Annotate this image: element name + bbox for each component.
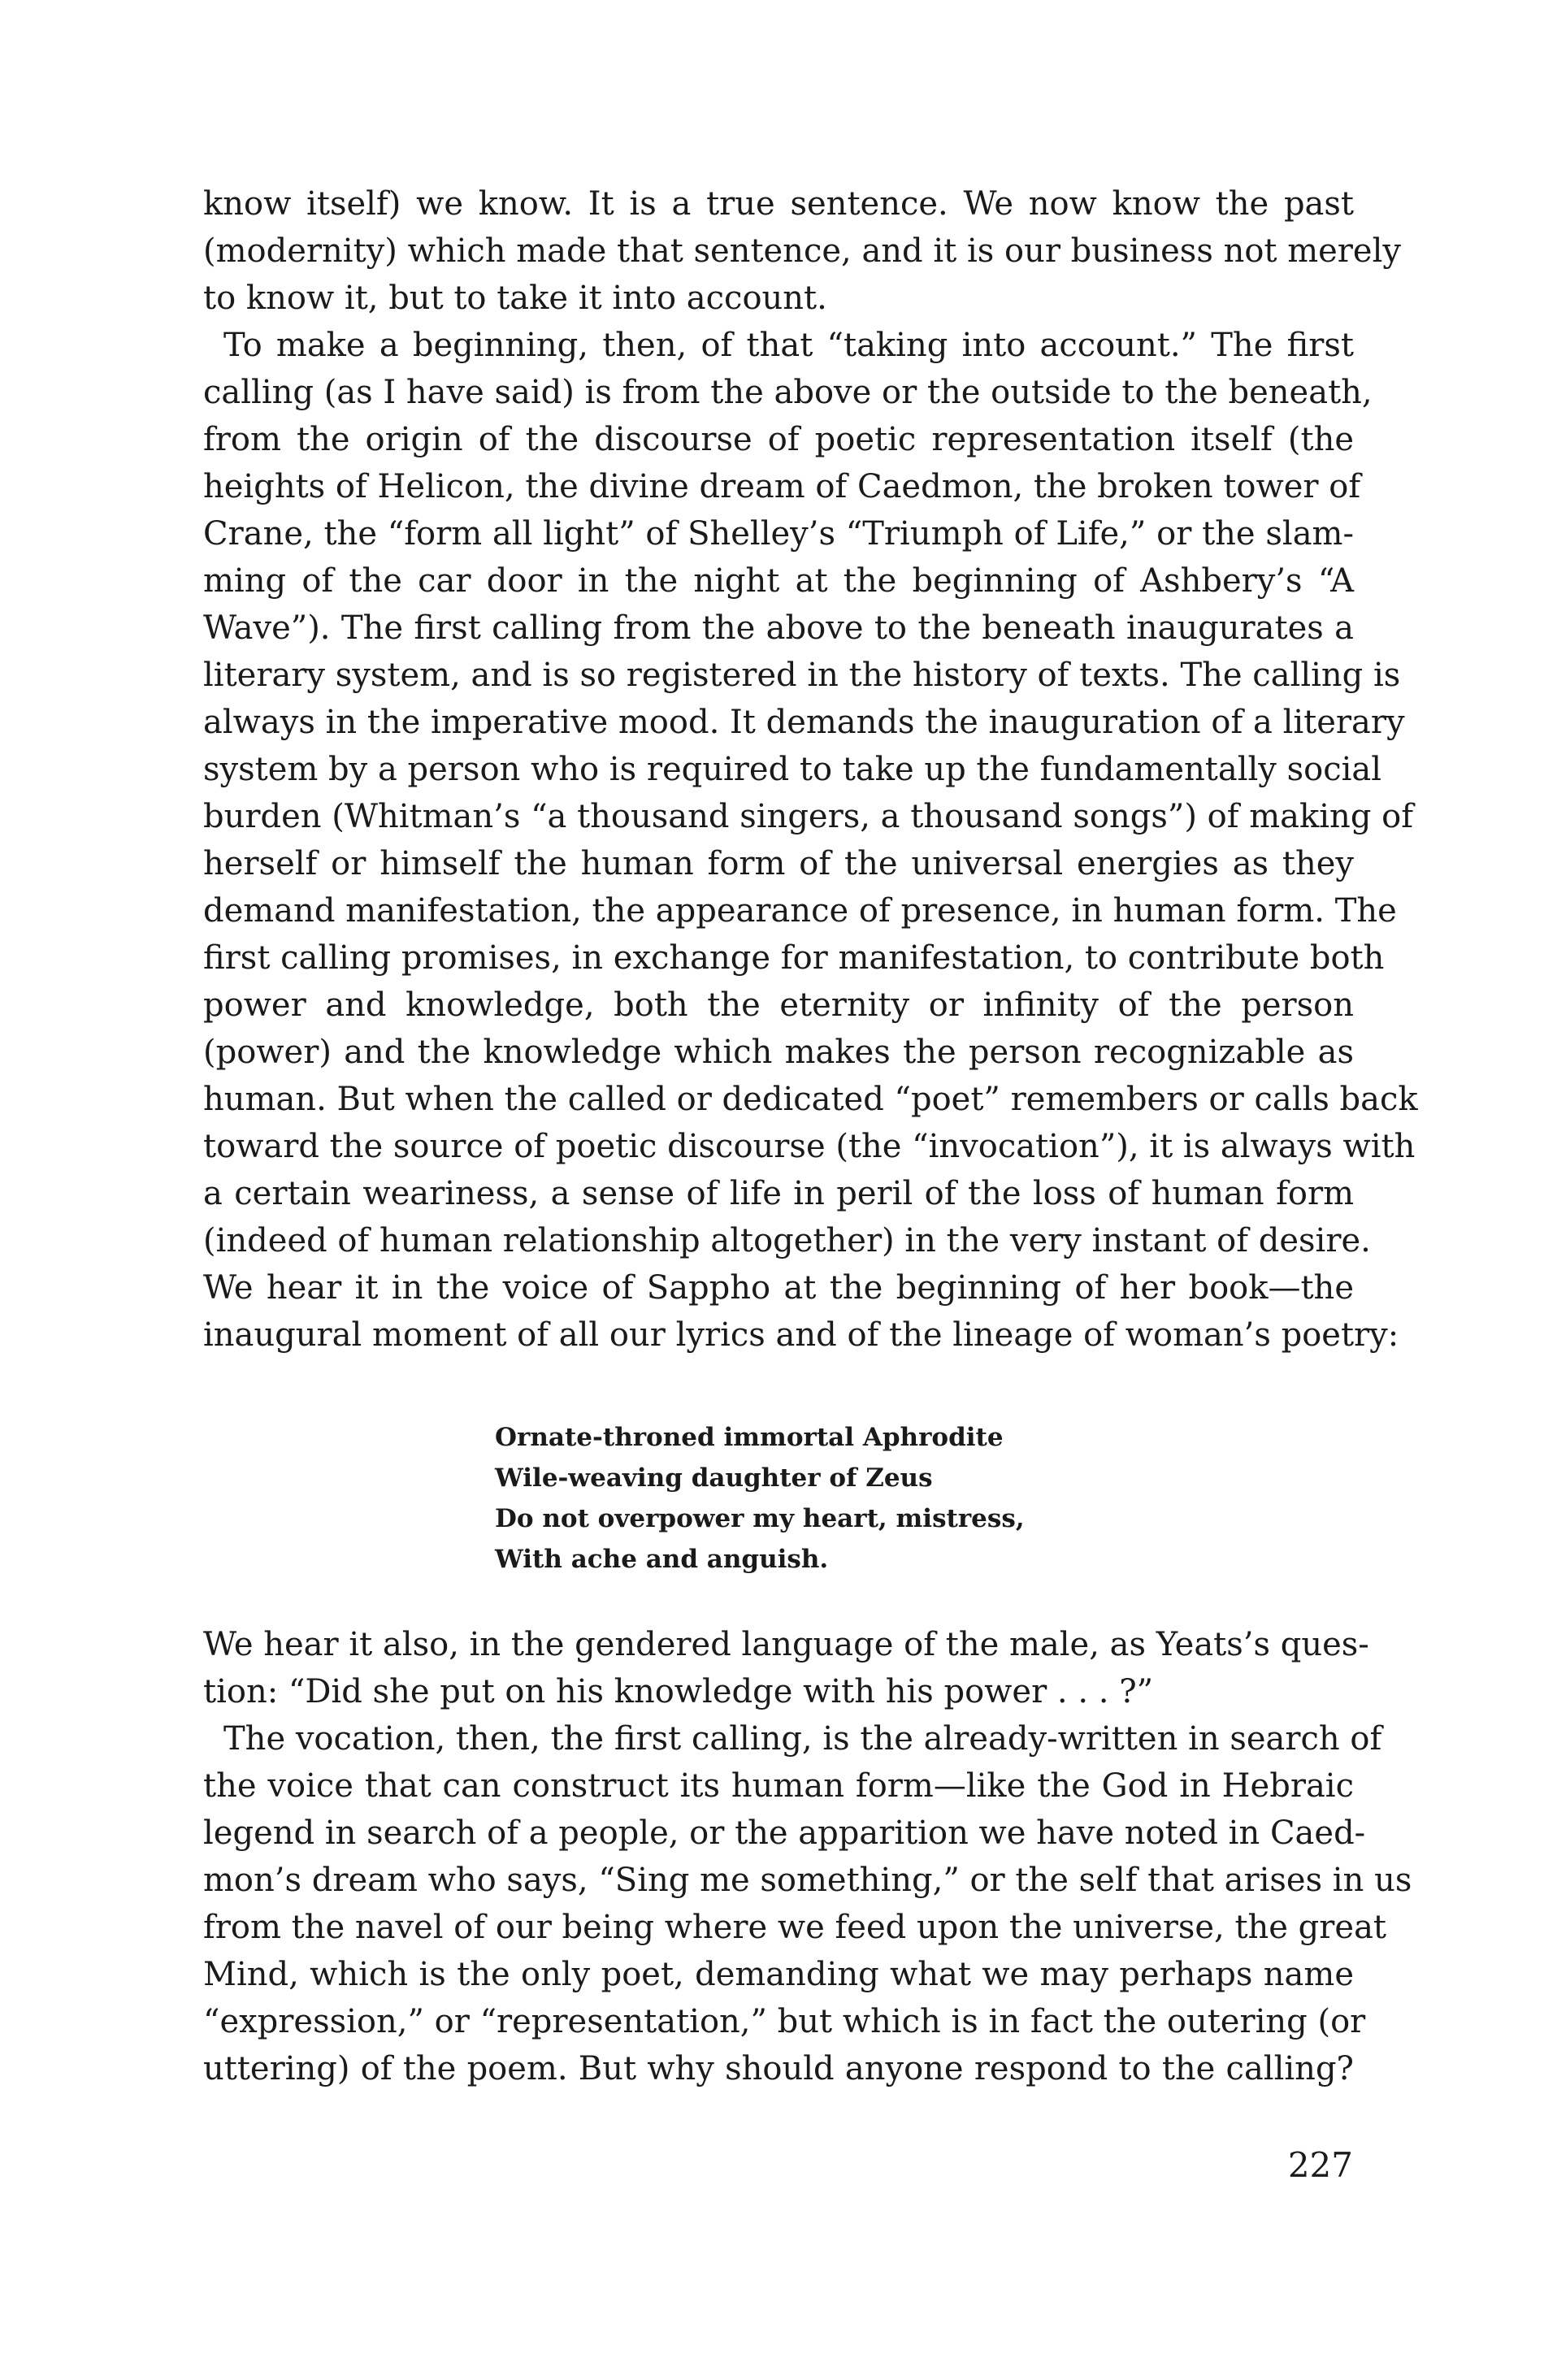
- text-line: (power) and the knowledge which makes the person recognizable as: [203, 1034, 1354, 1071]
- text-line: herself or himself the human form of the universal energies as they: [203, 845, 1354, 882]
- poem-line: Ornate-throned immortal Aphrodite: [495, 1423, 1004, 1452]
- text-line: calling (as I have said) is from the above or the outside to the beneath,: [203, 374, 1373, 411]
- text-line: power and knowledge, both the eternity or infinity of the person: [203, 986, 1354, 1024]
- poem-line: Wile-weaving daughter of Zeus: [495, 1463, 933, 1493]
- text-line: tion: “Did she put on his knowledge with his power . . . ?”: [203, 1673, 1154, 1710]
- text-line: know itself) we know. It is a true sentence. We now know the past: [203, 185, 1354, 223]
- text-line: “expression,” or “representation,” but which is in fact the outering (or: [203, 2003, 1366, 2040]
- text-line: Crane, the “form all light” of Shelley’s “Triumph of Life,” or the slam-: [203, 515, 1354, 553]
- page-number: 227: [1287, 2145, 1353, 2185]
- text-line: a certain weariness, a sense of life in peril of the loss of human form: [203, 1175, 1354, 1212]
- text-line: To make a beginning, then, of that “taking into account.” The first: [223, 327, 1354, 364]
- text-line: (modernity) which made that sentence, and it is our business not merely: [203, 232, 1401, 270]
- text-line: the voice that can construct its human form—like the God in Hebraic: [203, 1767, 1354, 1805]
- text-line: burden (Whitman’s “a thousand singers, a thousand songs”) of making of: [203, 798, 1414, 835]
- text-line: to know it, but to take it into account.: [203, 280, 827, 317]
- poem-line: Do not overpower my heart, mistress,: [495, 1504, 1025, 1533]
- body-text-top: [203, 180, 1418, 1359]
- body-text-bottom: [203, 1621, 1412, 2092]
- sappho-quotation: [495, 1417, 1025, 1580]
- text-line: human. But when the called or dedicated “poet” remembers or calls back: [203, 1081, 1418, 1118]
- poem-line: With ache and anguish.: [495, 1545, 829, 1574]
- text-line: first calling promises, in exchange for manifestation, to contribute both: [203, 939, 1385, 977]
- text-line: uttering) of the poem. But why should anyone respond to the calling?: [203, 2050, 1354, 2087]
- text-line: inaugural moment of all our lyrics and of the lineage of woman’s poetry:: [203, 1316, 1399, 1354]
- text-line: heights of Helicon, the divine dream of Caedmon, the broken tower of: [203, 468, 1361, 505]
- text-line: literary system, and is so registered in the history of texts. The calling is: [203, 657, 1401, 694]
- text-line: ming of the car door in the night at the beginning of Ashbery’s “A: [203, 562, 1354, 600]
- text-line: We hear it in the voice of Sappho at the beginning of her book—the: [203, 1269, 1354, 1307]
- text-line: from the navel of our being where we feed upon the universe, the great: [203, 1909, 1386, 1946]
- text-line: legend in search of a people, or the apparition we have noted in Caed-: [203, 1814, 1366, 1852]
- text-line: always in the imperative mood. It demands the inauguration of a literary: [203, 704, 1405, 741]
- text-line: The vocation, then, the first calling, is the already-written in search of: [223, 1720, 1382, 1758]
- text-line: toward the source of poetic discourse (the “invocation”), it is always with: [203, 1128, 1416, 1165]
- text-line: Mind, which is the only poet, demanding what we may perhaps name: [203, 1956, 1354, 1993]
- text-line: We hear it also, in the gendered language of the male, as Yeats’s ques-: [203, 1626, 1369, 1663]
- text-line: (indeed of human relationship altogether) in the very instant of desire.: [203, 1222, 1371, 1259]
- text-line: Wave”). The first calling from the above to the beneath inaugurates a: [203, 609, 1354, 647]
- text-line: mon’s dream who says, “Sing me something,” or the self that arises in us: [203, 1862, 1412, 1899]
- text-line: from the origin of the discourse of poetic representation itself (the: [203, 421, 1354, 458]
- text-line: system by a person who is required to take up the fundamentally social: [203, 751, 1382, 788]
- text-line: demand manifestation, the appearance of presence, in human form. The: [203, 892, 1397, 930]
